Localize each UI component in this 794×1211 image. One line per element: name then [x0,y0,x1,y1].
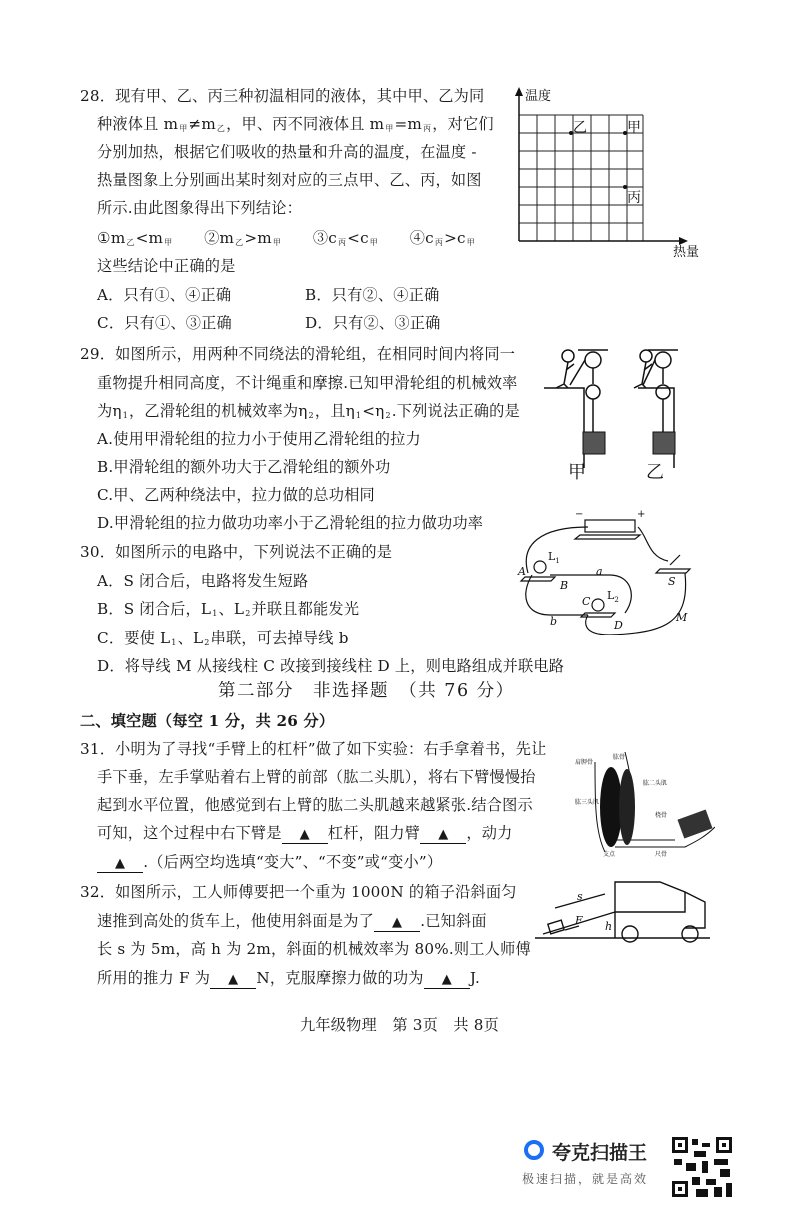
part-two-title [218,681,515,701]
x-axis-label: 热量 [673,245,700,260]
arm-lever-figure [575,752,715,858]
text: B．只有②、④正确 [305,286,440,304]
text: ③c [282,229,337,247]
q29-option-c [97,485,375,505]
ramp-length-label: s [577,890,583,903]
point-yi-label: 乙 [573,120,587,136]
text: B．S 闭合后，L [97,600,212,618]
q28-conclusions [97,228,476,253]
q30-stem [80,542,392,562]
text: 、L [218,600,245,618]
text: 并联且都能发光 [251,600,360,618]
text: ≠m [188,115,216,133]
text: 杠杆，阻力臂 [327,824,421,842]
text: 串联，可去掉导线 b [210,629,349,647]
q31-stem [97,767,536,787]
pulley-label-jia: 甲 [568,462,586,483]
text: C.甲、乙两种绕法中，拉力做的总功相同 [97,486,375,504]
subscript: 乙 [126,238,135,247]
switch-s-label: S [668,575,676,588]
answer-blank: ▲ [374,914,420,932]
circuit-figure [510,505,710,635]
weight-right [653,432,675,454]
ramp-truck-figure [535,872,710,952]
text: ，对它们 [432,115,494,133]
terminal-b-label: B [560,579,569,592]
wire-b-label: b [550,615,558,628]
biceps-muscle [619,769,635,845]
subscript: 乙 [235,238,244,247]
text: 所示.由此图象得出下列结论： [97,199,303,217]
answer-blank: ▲ [282,826,328,844]
text: A．只有①、④正确 [97,286,232,304]
text: ，动力 [466,824,513,842]
subscript: 甲 [179,124,188,133]
q28-stem [97,170,482,190]
text: ，甲、丙不同液体且 m [226,115,385,133]
q28-stem [97,114,494,139]
q30-option-d [97,656,564,676]
text: .下列说法正确的是 [391,402,520,420]
label-ulna: 尺骨 [655,851,668,858]
text: =m [394,115,422,133]
text: 为η [97,402,122,420]
text: C．只有①、③正确 [97,314,232,332]
text: D．将导线 M 从接线柱 C 改接到接线柱 D 上，则电路组成并联电路 [97,657,565,675]
subscript: 丙 [422,124,432,133]
label-biceps: 肱二头肌 [643,780,668,787]
text: 重物提升相同高度，不计绳重和摩擦.已知甲滑轮组的机械效率 [97,374,518,392]
wire-m-label: M [676,611,688,624]
answer-blank: ▲ [424,971,470,989]
text: C．要使 L [97,629,171,647]
text: 种液体且 m [97,115,179,133]
height-label: h [605,920,613,933]
text: 30．如图所示的电路中，下列说法不正确的是 [80,543,393,561]
subscript: 甲 [385,124,394,133]
text: 分别加热，根据它们吸收的热量和升高的温度，在温度 - [97,143,477,161]
point-bing-label: 丙 [627,190,641,206]
subscript: 2 [385,411,391,420]
text: 九年级物理 第 3页 共 8页 [300,1016,500,1034]
point-jia-label: 甲 [627,120,641,136]
label-humerus: 肱骨 [613,754,626,761]
battery-minus-label: − [575,509,584,520]
text: 所用的推力 F 为 [97,969,211,987]
force-label: F [575,914,583,927]
subscript: 乙 [216,124,226,133]
text: 这些结论中正确的是 [97,257,236,275]
answer-blank: ▲ [420,826,466,844]
subscript: 2 [308,411,314,420]
q28-stem [97,198,302,218]
q29-stem [80,344,515,364]
temperature-heat-graph [505,80,715,260]
text: 31．小明为了寻找“手臂上的杠杆”做了如下实验：右手拿着书，先让 [80,740,547,758]
text: 长 s 为 5m，高 h 为 2m，斜面的机械效率为 80%.则工人师傅 [97,940,531,958]
q31-stem [97,795,533,815]
weight-left [583,432,605,454]
terminal-a-label: A [518,565,526,578]
text: .已知斜面 [420,912,487,930]
q30-option-b [97,599,359,624]
q29-stem [97,401,520,426]
point-bing [623,185,627,189]
text: 二、填空题（每空 1 分，共 26 分） [80,712,335,730]
text: 速推到高处的货车上，他使用斜面是为了 [97,912,374,930]
text: <m [135,229,164,247]
label-radius: 桡骨 [655,812,668,819]
text: A.使用甲滑轮组的拉力小于使用乙滑轮组的拉力 [97,430,421,448]
q29-option-b [97,457,390,477]
subscript: 甲 [369,238,378,247]
q28-stem [97,142,477,162]
q31-stem [80,739,547,759]
wire-a-label: a [596,565,603,578]
q28-option-a [97,285,231,305]
q30-option-c [97,628,349,653]
text: 、L [177,629,204,647]
q29-option-a [97,429,421,449]
text: B.甲滑轮组的额外功大于乙滑轮组的额外功 [97,458,391,476]
y-axis-label: 温度 [525,89,552,104]
text: J. [469,969,481,987]
q29-option-d [97,513,483,533]
section-fill-blank-heading [80,711,334,731]
text: .（后两空均选填“变大”、“不变”或“变小”） [143,853,443,871]
text: ④c [378,229,434,247]
q28-stem [80,86,484,106]
scanner-logo-icon [524,1140,544,1160]
text: 第二部分 非选择题 （共 76 分） [218,681,515,701]
subscript: 丙 [434,238,444,247]
text: 热量图象上分别画出某时刻对应的三点甲、乙、丙，如图 [97,171,482,189]
answer-blank: ▲ [210,971,256,989]
terminal-c-label: C [582,595,591,608]
scanner-slogan: 极速扫描，就是高效 [522,1172,649,1186]
text: ①m [97,229,126,247]
scanner-watermark [518,1132,668,1198]
subscript: 甲 [164,238,173,247]
subscript: 1 [355,411,362,420]
q28-option-d [305,313,440,333]
text: D.甲滑轮组的拉力做功功率小于乙滑轮组的拉力做功功率 [97,514,484,532]
label-fulcrum: 支点 [603,851,616,858]
subscript: 甲 [466,238,475,247]
terminal-d-label: D [614,619,623,632]
q28-prompt [97,256,236,276]
subscript: 2 [204,638,210,647]
label-triceps: 肱三头肌 [575,799,600,806]
text: >m [244,229,272,247]
subscript: 1 [171,638,177,647]
qr-code-icon [670,1135,734,1199]
page-footer [300,1015,499,1035]
subscript: 1 [212,609,218,618]
label-scapula: 肩胛骨 [575,759,594,766]
triceps-muscle [600,767,622,847]
text: 29．如图所示，用两种不同绕法的滑轮组，在相同时间内将同一 [80,345,516,363]
lamp-l2-label: $L_2$ [607,589,619,604]
subscript: 丙 [337,238,347,247]
text: A．S 闭合后，电路将发生短路 [97,572,309,590]
text: 起到水平位置，他感觉到右上臂的肱二头肌越来越紧张.结合图示 [97,796,533,814]
text: D．只有②、③正确 [305,314,441,332]
lamp-l1-label: $L_1$ [548,550,560,565]
y-axis-arrow [515,87,523,96]
text: >c [444,229,466,247]
text: 28．现有甲、乙、丙三种初温相同的液体，其中甲、乙为同 [80,87,485,105]
q28-option-c [97,313,232,333]
text: <c [347,229,369,247]
text: 手下垂，左手掌贴着右上臂的前部（肱二头肌），将右下臂慢慢抬 [97,768,536,786]
answer-blank: ▲ [97,855,143,873]
text: ②m [173,229,235,247]
text: <η [362,402,385,420]
subscript: 1 [122,411,128,420]
q31-stem [97,852,442,873]
subscript: 甲 [272,238,282,247]
text: ，乙滑轮组的机械效率为η [128,402,308,420]
battery-plus-label: + [637,509,646,520]
q29-stem [97,373,518,393]
x-axis-arrow [679,237,688,245]
pulley-label-yi: 乙 [646,462,664,483]
q32-stem [97,968,480,989]
q32-stem [97,939,531,959]
scanner-brand: 夸克扫描王 [552,1142,648,1164]
text: 可知，这个过程中右下臂是 [97,824,282,842]
pulley-systems-figure [538,340,708,485]
q32-stem [97,911,487,932]
q28-option-b [305,285,439,305]
text: N，克服摩擦力做的功为 [256,969,424,987]
q31-stem [97,823,513,844]
q32-stem [80,882,517,902]
text: 32．如图所示，工人师傅要把一个重为 1000N 的箱子沿斜面匀 [80,883,517,901]
q30-option-a [97,571,308,591]
text: ，且η [314,402,355,420]
subscript: 2 [245,609,251,618]
